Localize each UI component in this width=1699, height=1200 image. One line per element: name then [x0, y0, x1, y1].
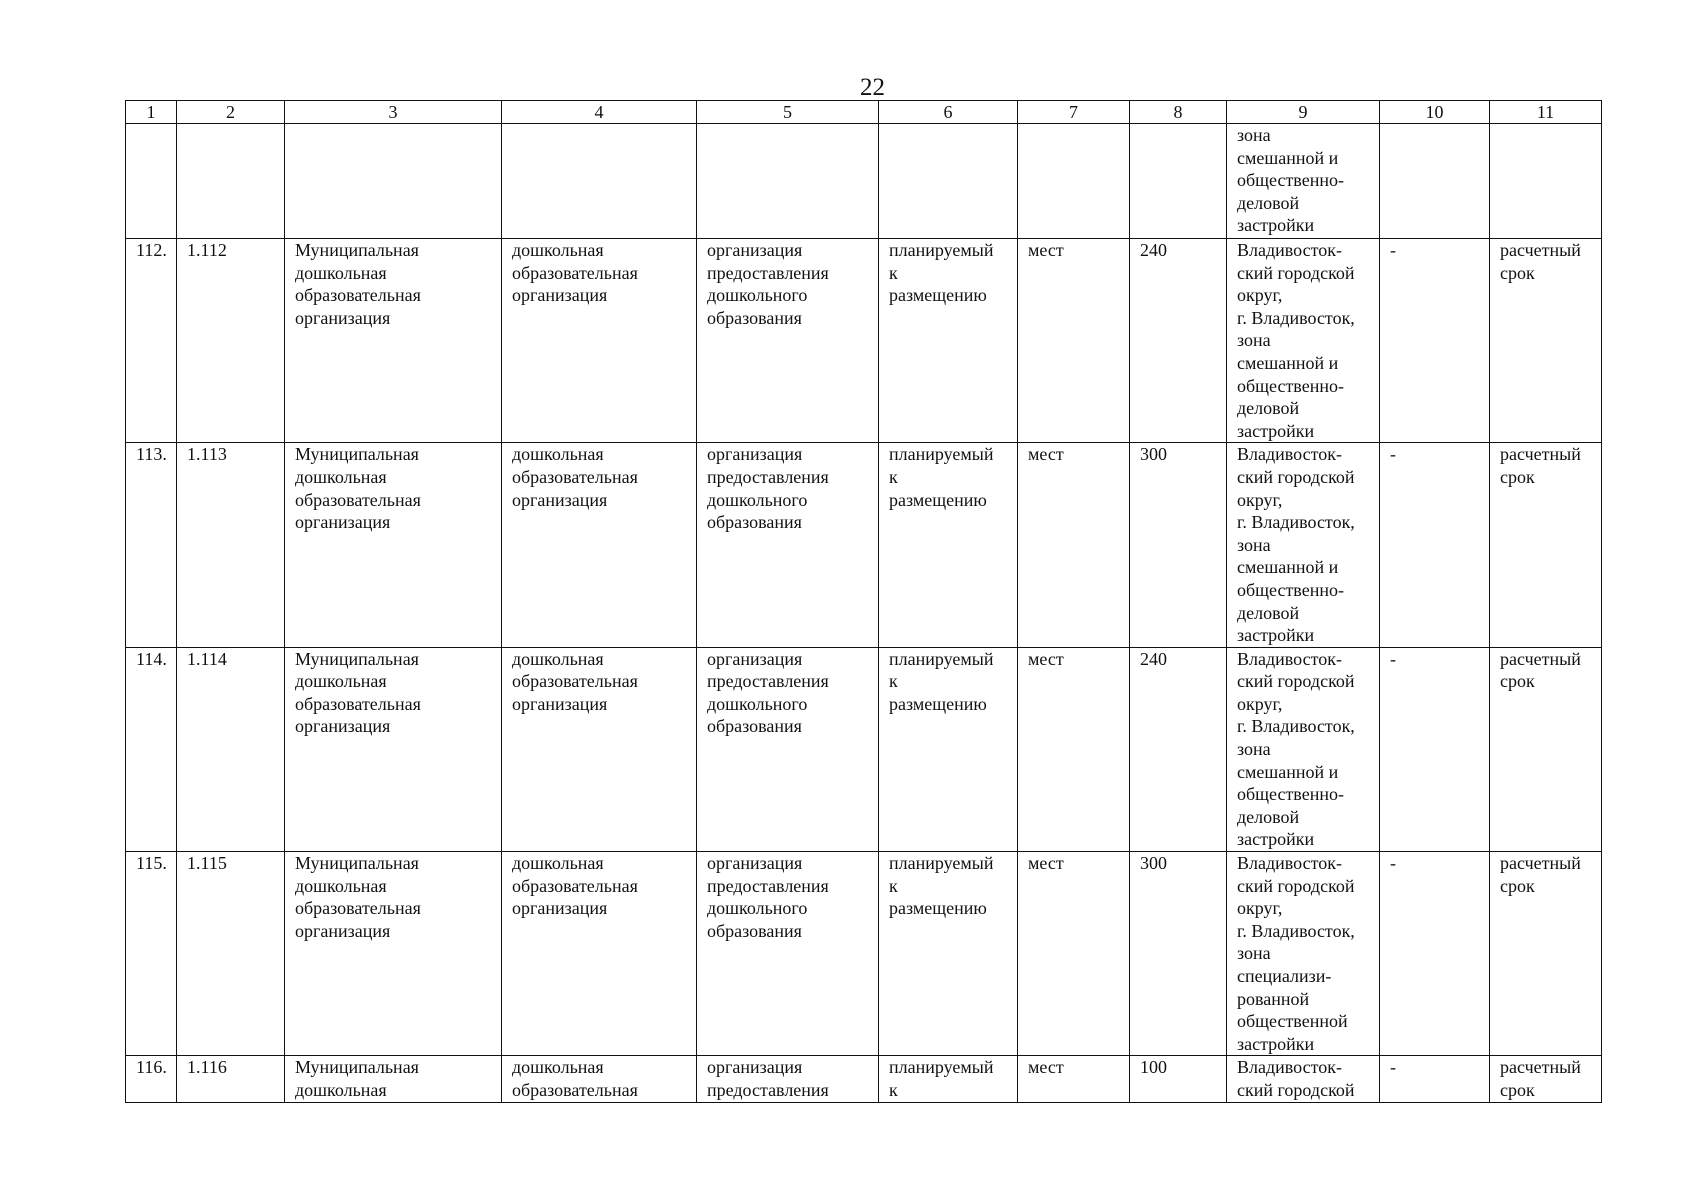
- object-code: 1.112: [177, 239, 285, 443]
- row-number: [126, 124, 177, 239]
- object-status: планируемый к размещению: [879, 239, 1018, 443]
- column-10-value: -: [1380, 1056, 1490, 1102]
- column-header-2: 2: [177, 101, 285, 124]
- capacity-unit: мест: [1018, 1056, 1130, 1102]
- table-row-116: [126, 1056, 1602, 1102]
- capacity-value: 100: [1130, 1056, 1227, 1102]
- column-10-value: -: [1380, 852, 1490, 1056]
- column-header-7: 7: [1018, 101, 1130, 124]
- object-code: [177, 124, 285, 239]
- page-number: 22: [860, 74, 885, 101]
- column-number-header-row: [126, 101, 1602, 124]
- object-type: дошкольная образовательная организация: [502, 852, 697, 1056]
- column-header-1: 1: [126, 101, 177, 124]
- object-status: планируемый к размещению: [879, 443, 1018, 647]
- planned-objects-table: [125, 100, 1602, 1103]
- object-location: Владивосток- ский городской округ, г. Владивосток, зона смешанной и общественно- деловой застройки: [1227, 647, 1380, 851]
- column-header-9: 9: [1227, 101, 1380, 124]
- object-type: дошкольная образовательная организация: [502, 443, 697, 647]
- row-number: 116.: [126, 1056, 177, 1102]
- object-location: Владивосток- ский городской: [1227, 1056, 1380, 1102]
- object-status: планируемый к размещению: [879, 852, 1018, 1056]
- column-10-value: -: [1380, 443, 1490, 647]
- implementation-term: расчетный срок: [1490, 1056, 1602, 1102]
- object-type: дошкольная образовательная: [502, 1056, 697, 1102]
- capacity-value: 240: [1130, 239, 1227, 443]
- object-name: Муниципальная дошкольная образовательная организация: [285, 647, 502, 851]
- table-row-continuation: [126, 124, 1602, 239]
- column-header-11: 11: [1490, 101, 1602, 124]
- capacity-unit: [1018, 124, 1130, 239]
- row-number: 114.: [126, 647, 177, 851]
- object-location: Владивосток- ский городской округ, г. Владивосток, зона специализи- рованной общественной застройки: [1227, 852, 1380, 1056]
- table-row-112: [126, 239, 1602, 443]
- column-10-value: -: [1380, 239, 1490, 443]
- implementation-term: расчетный срок: [1490, 852, 1602, 1056]
- column-header-6: 6: [879, 101, 1018, 124]
- object-location: зона смешанной и общественно- деловой застройки: [1227, 124, 1380, 239]
- object-purpose: организация предоставления дошкольного образования: [697, 443, 879, 647]
- capacity-value: 300: [1130, 443, 1227, 647]
- object-purpose: организация предоставления дошкольного образования: [697, 852, 879, 1056]
- column-header-4: 4: [502, 101, 697, 124]
- object-status: планируемый к: [879, 1056, 1018, 1102]
- object-code: 1.116: [177, 1056, 285, 1102]
- object-purpose: [697, 124, 879, 239]
- object-name: Муниципальная дошкольная образовательная организация: [285, 852, 502, 1056]
- object-status: планируемый к размещению: [879, 647, 1018, 851]
- capacity-unit: мест: [1018, 647, 1130, 851]
- column-header-10: 10: [1380, 101, 1490, 124]
- column-10-value: [1380, 124, 1490, 239]
- object-code: 1.114: [177, 647, 285, 851]
- capacity-unit: мест: [1018, 852, 1130, 1056]
- implementation-term: расчетный срок: [1490, 647, 1602, 851]
- column-header-5: 5: [697, 101, 879, 124]
- object-location: Владивосток- ский городской округ, г. Владивосток, зона смешанной и общественно- деловой застройки: [1227, 443, 1380, 647]
- capacity-value: [1130, 124, 1227, 239]
- column-header-8: 8: [1130, 101, 1227, 124]
- implementation-term: расчетный срок: [1490, 239, 1602, 443]
- table-row-113: [126, 443, 1602, 647]
- object-location: Владивосток- ский городской округ, г. Владивосток, зона смешанной и общественно- деловой застройки: [1227, 239, 1380, 443]
- object-type: дошкольная образовательная организация: [502, 647, 697, 851]
- column-10-value: -: [1380, 647, 1490, 851]
- object-code: 1.113: [177, 443, 285, 647]
- object-name: Муниципальная дошкольная образовательная организация: [285, 443, 502, 647]
- object-purpose: организация предоставления дошкольного образования: [697, 647, 879, 851]
- object-type: дошкольная образовательная организация: [502, 239, 697, 443]
- row-number: 113.: [126, 443, 177, 647]
- object-type: [502, 124, 697, 239]
- object-name: [285, 124, 502, 239]
- object-name: Муниципальная дошкольная: [285, 1056, 502, 1102]
- object-status: [879, 124, 1018, 239]
- table-row-114: [126, 647, 1602, 851]
- implementation-term: [1490, 124, 1602, 239]
- implementation-term: расчетный срок: [1490, 443, 1602, 647]
- object-purpose: организация предоставления дошкольного образования: [697, 239, 879, 443]
- capacity-unit: мест: [1018, 239, 1130, 443]
- capacity-value: 240: [1130, 647, 1227, 851]
- object-purpose: организация предоставления: [697, 1056, 879, 1102]
- column-header-3: 3: [285, 101, 502, 124]
- row-number: 115.: [126, 852, 177, 1056]
- table-row-115: [126, 852, 1602, 1056]
- row-number: 112.: [126, 239, 177, 443]
- object-code: 1.115: [177, 852, 285, 1056]
- capacity-value: 300: [1130, 852, 1227, 1056]
- capacity-unit: мест: [1018, 443, 1130, 647]
- object-name: Муниципальная дошкольная образовательная организация: [285, 239, 502, 443]
